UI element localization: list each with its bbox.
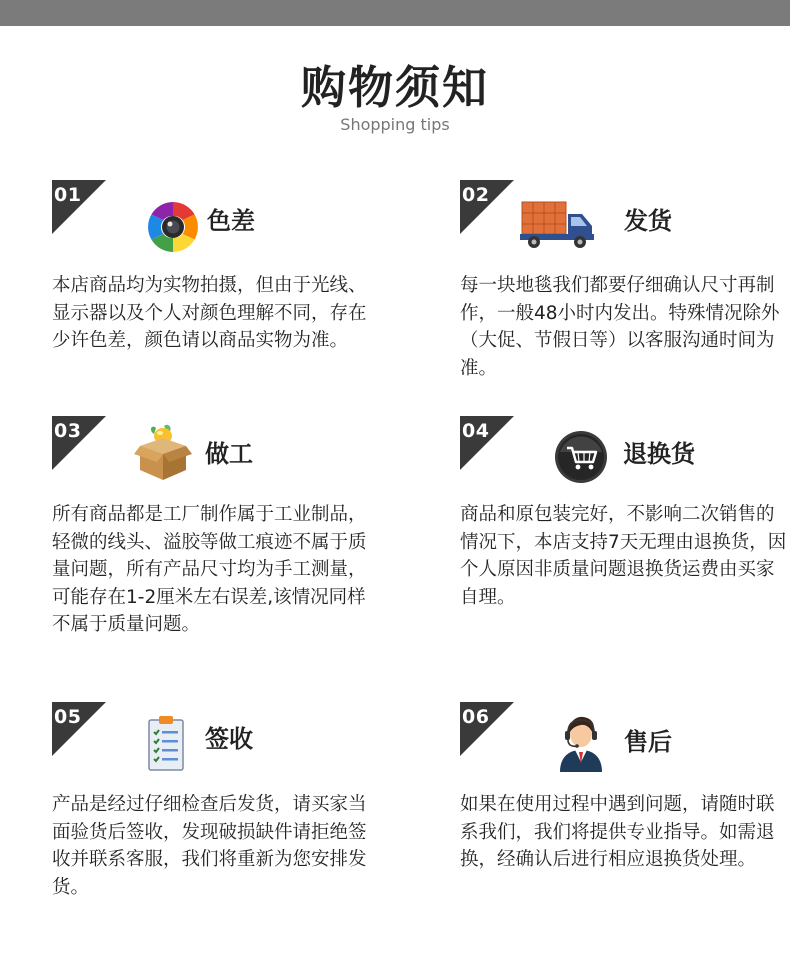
delivery-truck-icon [520, 198, 596, 252]
tip-text: 商品和原包装完好，不影响二次销售的情况下，本店支持7天无理由退换货，因个人原因非质量问题退换货运费由买家自理。 [460, 504, 787, 608]
page-title: 购物须知 [300, 61, 489, 114]
number-badge [52, 702, 106, 756]
tip-text: 每一块地毯我们都要仔细确认尺寸再制作，一般48小时内发出。特殊情况除外（大促、节假日等）以客服沟通时间为准。 [460, 275, 780, 379]
tip-card-after-sales [460, 702, 790, 902]
number-badge [52, 416, 106, 470]
customer-service-icon [556, 712, 606, 772]
badge-number: 05 [54, 706, 82, 728]
page-subtitle: Shopping tips [340, 115, 450, 134]
tip-title: 发货 [624, 207, 672, 235]
badge-number: 03 [54, 420, 82, 442]
tip-text: 如果在使用过程中遇到问题，请随时联系我们，我们将提供专业指导。如需退换，经确认后进行相应退换货处理。 [460, 794, 775, 870]
tip-card-color-difference [52, 180, 382, 380]
tip-title: 退换货 [623, 440, 695, 468]
tip-title: 签收 [205, 725, 253, 753]
badge-number: 02 [462, 184, 490, 206]
tip-title: 售后 [624, 728, 672, 756]
tip-text: 所有商品都是工厂制作属于工业制品，轻微的线头、溢胶等做工痕迹不属于质量问题，所有产品尺寸均为手工测量，可能存在1-2厘米左右误差,该情况同样不属于质量问题。 [52, 504, 367, 635]
tip-card-sign-for-delivery [52, 702, 382, 902]
number-badge [460, 702, 514, 756]
badge-number: 01 [54, 184, 82, 206]
tip-card-shipping [460, 180, 790, 380]
tip-title: 色差 [207, 207, 255, 235]
top-bar [0, 0, 790, 26]
clipboard-checklist-icon [146, 714, 186, 774]
camera-lens-icon [146, 200, 200, 254]
tip-text: 本店商品均为实物拍摄，但由于光线、显示器以及个人对颜色理解不同，存在少许色差，颜色请以商品实物为准。 [52, 275, 367, 351]
tip-card-returns [460, 416, 790, 616]
badge-number: 06 [462, 706, 490, 728]
number-badge [52, 180, 106, 234]
tip-card-craftsmanship [52, 416, 382, 676]
number-badge [460, 416, 514, 470]
package-box-icon [134, 422, 188, 476]
tip-title: 做工 [205, 440, 253, 468]
tip-text: 产品是经过仔细检查后发货，请买家当面验货后签收，发现破损缺件请拒绝签收并联系客服，我们将重新为您安排发货。 [52, 794, 367, 898]
badge-number: 04 [462, 420, 490, 442]
number-badge [460, 180, 514, 234]
shopping-cart-icon [554, 430, 608, 484]
